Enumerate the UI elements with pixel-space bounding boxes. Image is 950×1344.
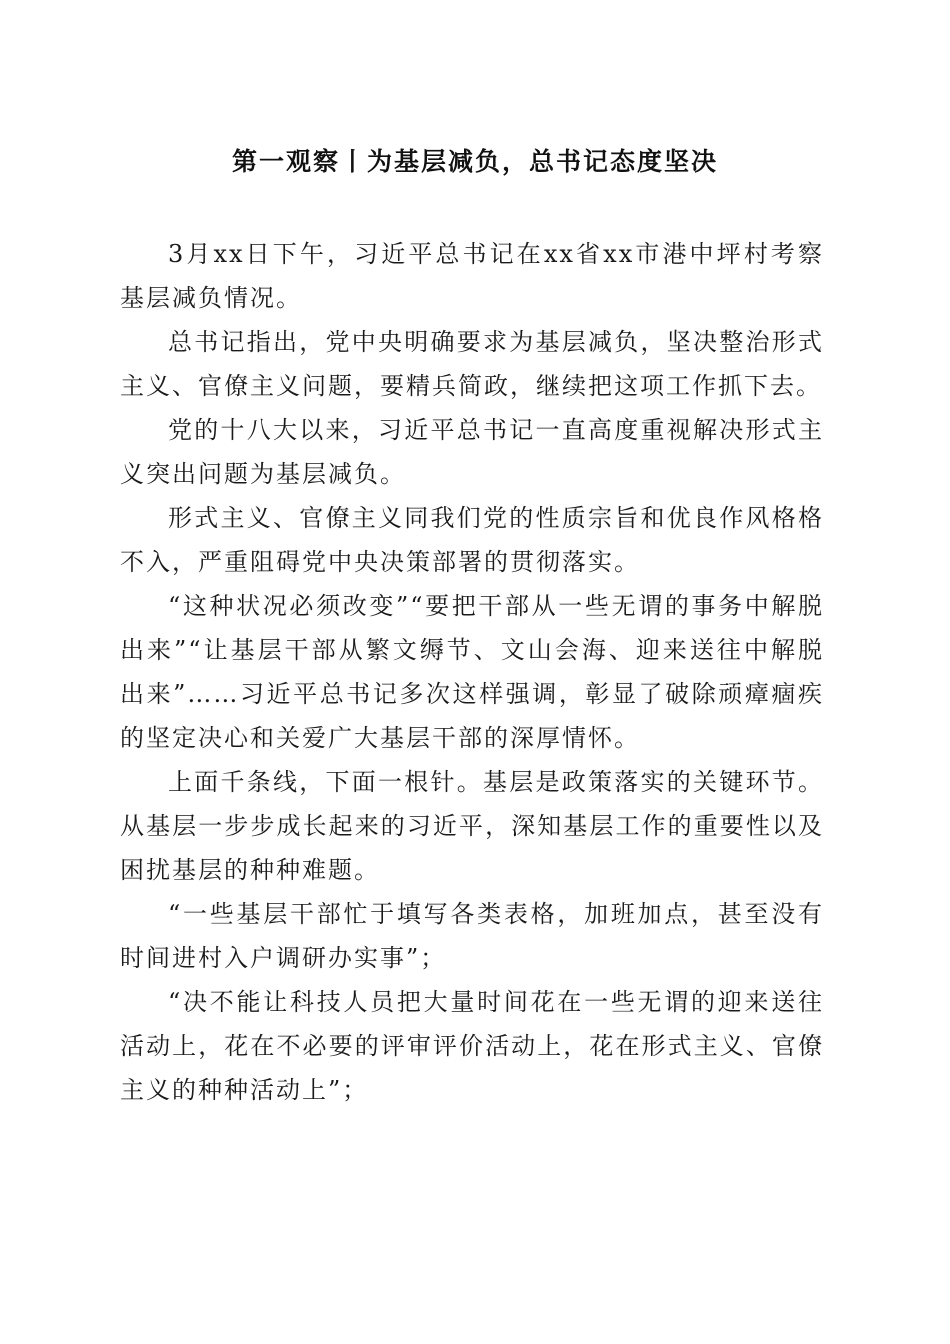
document-body bbox=[120, 232, 824, 1112]
paragraph-5: “这种状况必须改变”“要把干部从一些无谓的事务中解脱出来”“让基层干部从繁文缛节、文山会海、迎来送往中解脱出来”……习近平总书记多次这样强调，彰显了破除顽瘴痼疾的坚定决心和关爱广大基层干部的深厚情怀。 bbox=[120, 592, 824, 752]
document-title: 第一观察丨为基层减负，总书记态度坚决 bbox=[231, 147, 718, 176]
paragraph-6: 上面千条线，下面一根针。基层是政策落实的关键环节。从基层一步步成长起来的习近平，深知基层工作的重要性以及困扰基层的种种难题。 bbox=[120, 768, 824, 884]
paragraph-1: 3月xx日下午，习近平总书记在xx省xx市港中坪村考察基层减负情况。 bbox=[120, 240, 824, 312]
paragraph-7: “一些基层干部忙于填写各类表格，加班加点，甚至没有时间进村入户调研办实事”； bbox=[120, 900, 824, 972]
paragraph-2: 总书记指出，党中央明确要求为基层减负，坚决整治形式主义、官僚主义问题，要精兵简政，继续把这项工作抓下去。 bbox=[120, 328, 824, 400]
paragraph-4: 形式主义、官僚主义同我们党的性质宗旨和优良作风格格不入，严重阻碍党中央决策部署的贯彻落实。 bbox=[120, 504, 824, 576]
paragraph-3: 党的十八大以来，习近平总书记一直高度重视解决形式主义突出问题为基层减负。 bbox=[120, 416, 824, 488]
paragraph-8: “决不能让科技人员把大量时间花在一些无谓的迎来送往活动上，花在不必要的评审评价活动上，花在形式主义、官僚主义的种种活动上”； bbox=[120, 988, 824, 1104]
